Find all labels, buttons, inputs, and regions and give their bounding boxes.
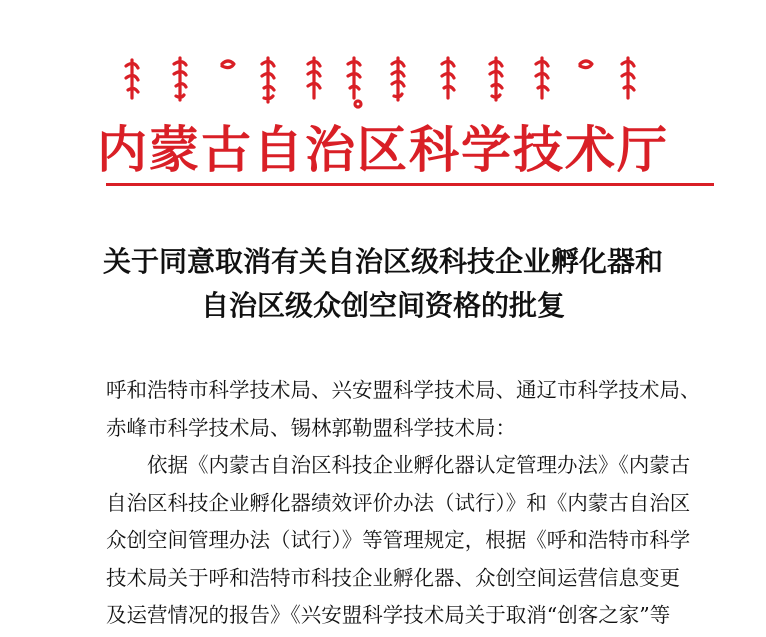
paragraph-line-1: 依据《内蒙古自治区科技企业孵化器认定管理办法》《内蒙古 <box>106 453 691 477</box>
document-title-line-1: 关于同意取消有关自治区级科技企业孵化器和 <box>102 245 663 278</box>
addressee-line-2: 赤峰市科学技术局、锡林郭勒盟科学技术局： <box>106 415 516 440</box>
document-body <box>106 372 726 635</box>
mongolian-script-icon <box>118 52 648 110</box>
red-header-divider <box>106 183 714 186</box>
paragraph-line-2: 自治区科技企业孵化器绩效评价办法（试行）》和《内蒙古自治区 <box>106 490 691 515</box>
paragraph-line-5: 及运营情况的报告》《兴安盟科学技术局关于取消“创客之家”等 <box>106 603 671 627</box>
mongolian-script-header <box>118 52 648 110</box>
issuing-organization-name: 内蒙古自治区科学技术厅 <box>97 120 669 179</box>
paragraph-line-3: 众创空间管理办法（试行）》等管理规定，根据《呼和浩特市科学 <box>106 528 691 552</box>
paragraph-line-4: 技术局关于呼和浩特市科技企业孵化器、众创空间运营信息变更 <box>106 565 680 590</box>
addressee-line-1: 呼和浩特市科学技术局、兴安盟科学技术局、通辽市科学技术局、 <box>106 378 701 402</box>
document-title-line-2: 自治区级众创空间资格的批复 <box>200 289 565 322</box>
document-title <box>0 240 766 328</box>
